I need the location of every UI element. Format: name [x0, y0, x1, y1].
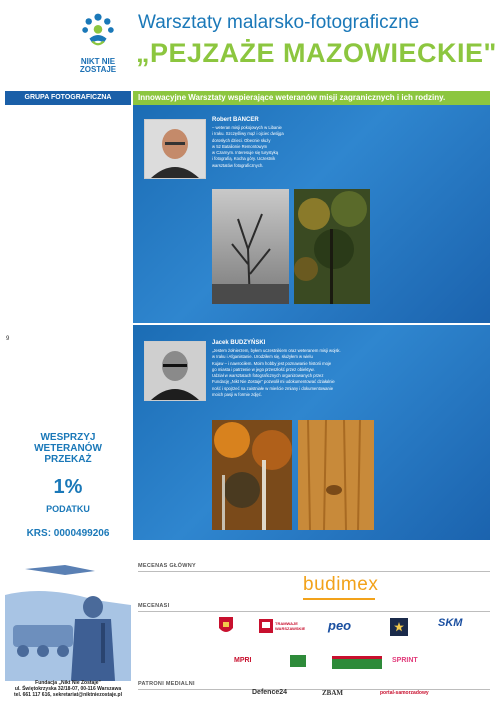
artist-1-bio	[212, 125, 317, 169]
main-patron-label: MECENAS GŁÓWNY	[138, 563, 196, 569]
foundation-contact	[5, 680, 131, 698]
tagline-bar: Innowacyjne Warsztaty wspierające weteranów misji zagranicznych i ich rodziny.	[133, 91, 490, 105]
tramwaje-text: TRAMWAJE WARSZAWSKIE	[275, 621, 306, 631]
media-patrons-label: PATRONI MEDIALNI	[138, 681, 195, 687]
tax-label: PODATKU	[46, 504, 90, 514]
artist-2-bio-line: Udział w warsztatach fotograficznych organizowanych przez	[212, 373, 324, 379]
artist-1-bio-line: i fotografią. Kocha góry. Uczestnik	[212, 156, 276, 162]
main-patron-logo: budimex	[303, 574, 379, 595]
red-green-banner-logo	[332, 656, 382, 669]
artist-2-bio-line: Fundację „Nikt Nie Zostaje" pozwolił mi udokumentować działalnie	[212, 379, 335, 385]
foundation-name: Fundacja „Nikt Nie Zostaje"	[35, 680, 101, 686]
logo-text-line1: NIKT NIE	[80, 57, 116, 66]
artist-1-photo-forest	[294, 189, 370, 304]
foundation-address: ul. Świętokrzyska 32/18-07, 00-116 Warszawa	[14, 686, 122, 692]
main-patron-logo-bar	[303, 598, 375, 600]
skm-logo: SKM	[438, 617, 463, 629]
support-line1: WESPRZYJ	[40, 432, 96, 443]
soldier-illustration	[5, 555, 131, 681]
artist-2-bio-line: ność i spojrzeć na zaistniałe w mieście zmiany i dokumentowanie	[212, 385, 334, 391]
artist-2-bio-line: moich pasji w formie zdjęć.	[212, 392, 263, 398]
tramwaje-logo	[258, 617, 310, 635]
artist-1-bio-line: dorosłych dzieci. Obecnie służy	[212, 137, 271, 143]
artist-1-name: Robert BANCER	[212, 117, 259, 123]
artist-2-bio-line: go miasta i patrzenie w jego przeszłość przez obiektyw.	[212, 366, 315, 372]
artist-1-bio-line: w Czarnym. Interesuje się turystyką	[212, 150, 279, 156]
support-heading	[8, 432, 128, 465]
support-line2: WETERANÓW	[34, 443, 102, 454]
divider	[138, 689, 490, 690]
artist-1-bio-line: – weteran misji pokojowych w Libanie	[212, 125, 282, 130]
zbam-logo: ZBAM	[322, 689, 343, 697]
sprint-logo: SPRINT	[392, 657, 418, 664]
artist-1-bio-line: i Iraku. Szczęśliwy mąż i ojciec dwójga	[212, 131, 284, 137]
artist-1-bio-line: w 52 Batalionie Remontowym	[212, 143, 268, 149]
divider	[138, 611, 490, 612]
logo-text	[72, 58, 124, 74]
percent-value: 1%	[53, 476, 83, 498]
artist-2-photo-wood	[298, 420, 374, 530]
logo-text-line2: ZOSTAJE	[79, 65, 117, 74]
foundation-logo	[72, 10, 124, 60]
artist-2-bio-line: w Iraku i Afganistanie. Urodziłem się, służyłem w wielu	[212, 354, 313, 360]
poster-title: Warsztaty malarsko-fotograficzne	[138, 12, 420, 33]
person-portrait-icon	[145, 120, 205, 178]
support-line3: PRZEKAŻ	[44, 454, 92, 465]
group-label-bar: GRUPA FOTOGRAFICZNA	[5, 91, 131, 105]
divider	[138, 571, 490, 572]
artist-2-photo-autumn	[212, 420, 292, 530]
artist-2-bio-line: Kujaw – i nawrociłem. Moim hobby jest poznawanie historii moje	[212, 360, 332, 366]
tram-icon	[259, 619, 273, 633]
patrons-label: MECENASI	[138, 603, 170, 609]
poster-subtitle: „PEJZAŻE MAZOWIECKIE"	[136, 38, 497, 68]
defence24-logo: Defence24	[252, 689, 288, 696]
side-mark: 9	[6, 336, 10, 342]
artist-2-bio	[212, 348, 362, 398]
artist-2-name: Jacek BUDZYŃSKI	[212, 340, 266, 346]
artist-1-photo-tree	[212, 189, 289, 304]
krs-number: KRS: 0000499206	[26, 528, 110, 539]
peo-logo: peo	[328, 618, 352, 633]
artist-1-portrait	[144, 119, 206, 179]
artist-2-bio-line: „Jestem żołnierzem, byłem uczestnikiem oraz weteranem misji wojsk.	[212, 348, 341, 353]
person-portrait-icon	[145, 342, 205, 400]
foundation-contact-line: tel. 661 117 616, sekretariat@niktniezostaje.pl	[14, 692, 122, 698]
artist-1-bio-line: warsztatów fotograficznych.	[212, 162, 264, 168]
green-flag-logo	[290, 655, 306, 667]
dark-badge-logo	[390, 618, 408, 636]
mpri-logo: MPRI	[234, 657, 252, 664]
star-icon	[394, 622, 404, 632]
artist-2-portrait	[144, 341, 206, 401]
portal-samorzadowy-logo: portal-samorzadowy	[380, 690, 429, 696]
warsaw-crest-icon	[218, 616, 234, 636]
